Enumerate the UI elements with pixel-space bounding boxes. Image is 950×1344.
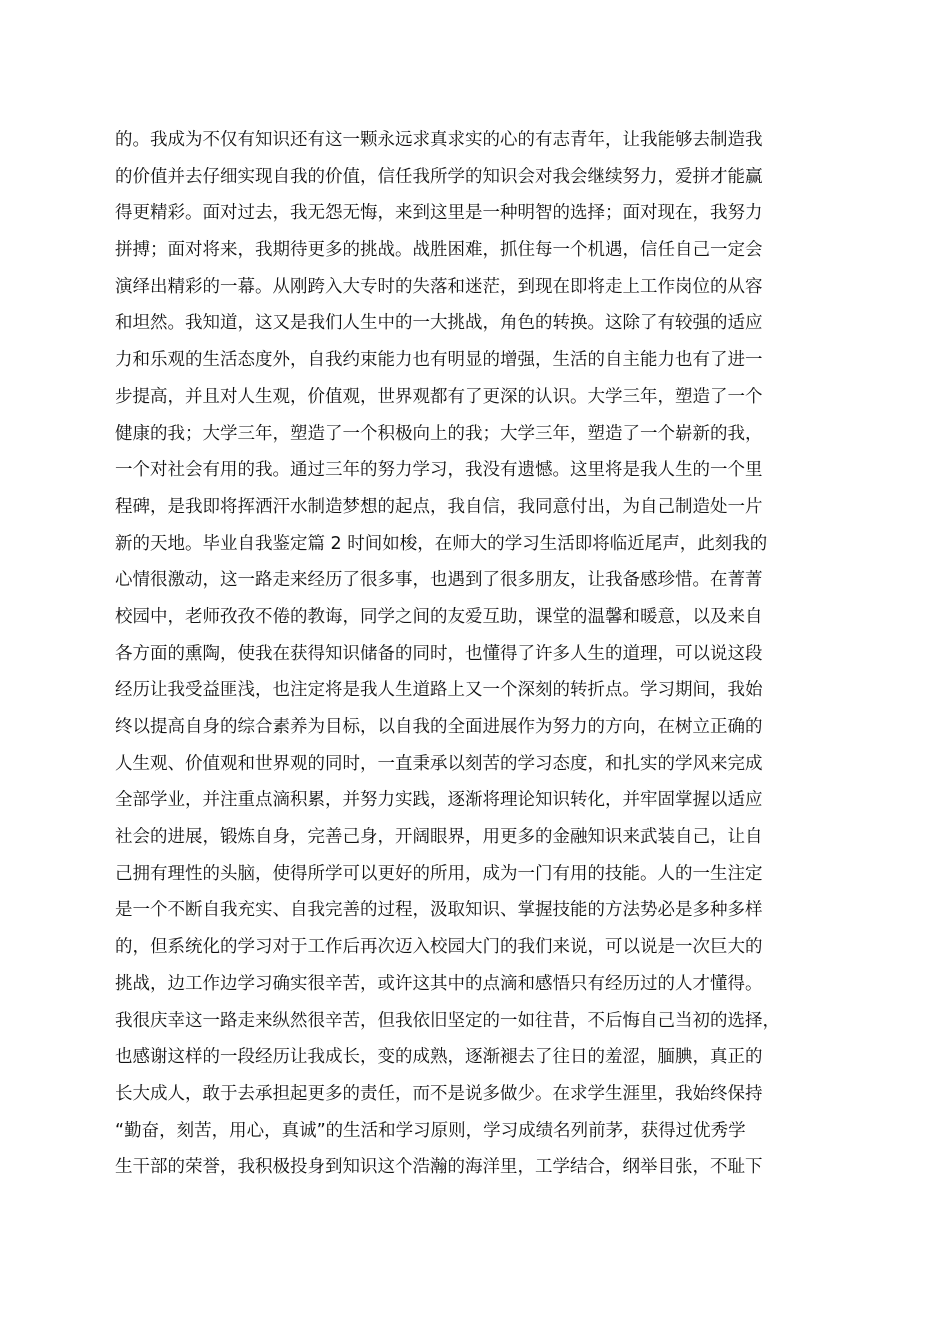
text-line: 生干部的荣誉，我积极投身到知识这个浩瀚的海洋里，工学结合，纲举目张，不耻下 [115,1157,763,1178]
text-line: 校园中，老师孜孜不倦的教诲，同学之间的友爱互助，课堂的温馨和暖意，以及来自 [115,606,763,627]
text-line: “勤奋，刻苦，用心，真诚”的生活和学习原则，学习成绩名列前茅，获得过优秀学 [115,1120,746,1141]
text-line: 健康的我；大学三年，塑造了一个积极向上的我；大学三年，塑造了一个崭新的我， [115,423,763,444]
text-line: 是一个不断自我充实、自我完善的过程，汲取知识、掌握技能的方法势必是多种多样 [115,900,763,921]
text-line: 和坦然。我知道，这又是我们人生中的一大挑战，角色的转换。这除了有较强的适应 [115,313,763,334]
text-line: 我很庆幸这一路走来纵然很辛苦，但我依旧坚定的一如往昔，不后悔自己当初的选择， [115,1010,780,1031]
text-line: 也感谢这样的一段经历让我成长，变的成熟，逐渐褪去了往日的羞涩，腼腆，真正的 [115,1047,763,1068]
text-line: 力和乐观的生活态度外，自我约束能力也有明显的增强，生活的自主能力也有了进一 [115,350,763,371]
text-line: 社会的进展，锻炼自身，完善己身，开阔眼界，用更多的金融知识来武装自己，让自 [115,827,763,848]
body-text [115,122,840,1186]
text-line: 一个对社会有用的我。通过三年的努力学习，我没有遗憾。这里将是我人生的一个里 [115,460,763,481]
text-line: 各方面的熏陶，使我在获得知识储备的同时，也懂得了许多人生的道理，可以说这段 [115,643,763,664]
text-line: 的价值并去仔细实现自我的价值，信任我所学的知识会对我会继续努力，爱拼才能赢 [115,166,763,187]
text-line: 演绎出精彩的一幕。从刚跨入大专时的失落和迷茫，到现在即将走上工作岗位的从容 [115,276,763,297]
text-line: 挑战，边工作边学习确实很辛苦，或许这其中的点滴和感悟只有经历过的人才懂得。 [115,973,763,994]
text-line: 新的天地。毕业自我鉴定篇 2 时间如梭，在师大的学习生活即将临近尾声，此刻我的 [115,533,768,554]
text-line: 的。我成为不仅有知识还有这一颗永远求真求实的心的有志青年，让我能够去制造我 [115,130,763,150]
text-line: 终以提高自身的综合素养为目标，以自我的全面进展作为努力的方向，在树立正确的 [115,717,763,737]
text-line: 经历让我受益匪浅，也注定将是我人生道路上又一个深刻的转折点。学习期间，我始 [115,680,763,701]
text-line: 长大成人，敢于去承担起更多的责任，而不是说多做少。在求学生涯里，我始终保持 [115,1083,763,1104]
text-line: 心情很激动，这一路走来经历了很多事，也遇到了很多朋友，让我备感珍惜。在菁菁 [115,570,763,591]
text-line: 拼搏；面对将来，我期待更多的挑战。战胜困难，抓住每一个机遇，信任自己一定会 [115,240,763,261]
text-line: 人生观、价值观和世界观的同时，一直秉承以刻苦的学习态度，和扎实的学风来完成 [115,753,763,774]
text-line: 全部学业，并注重点滴积累，并努力实践，逐渐将理论知识转化，并牢固掌握以适应 [115,790,763,811]
text-line: 步提高，并且对人生观，价值观，世界观都有了更深的认识。大学三年，塑造了一个 [115,386,763,407]
text-line: 程碑，是我即将挥洒汗水制造梦想的起点，我自信，我同意付出，为自己制造处一片 [115,496,763,517]
text-line: 得更精彩。面对过去，我无怨无悔，来到这里是一种明智的选择；面对现在，我努力 [115,203,763,224]
text-line: 己拥有理性的头脑，使得所学可以更好的所用，成为一门有用的技能。人的一生注定 [115,863,763,884]
text-line: 的，但系统化的学习对于工作后再次迈入校园大门的我们来说，可以说是一次巨大的 [115,937,763,958]
